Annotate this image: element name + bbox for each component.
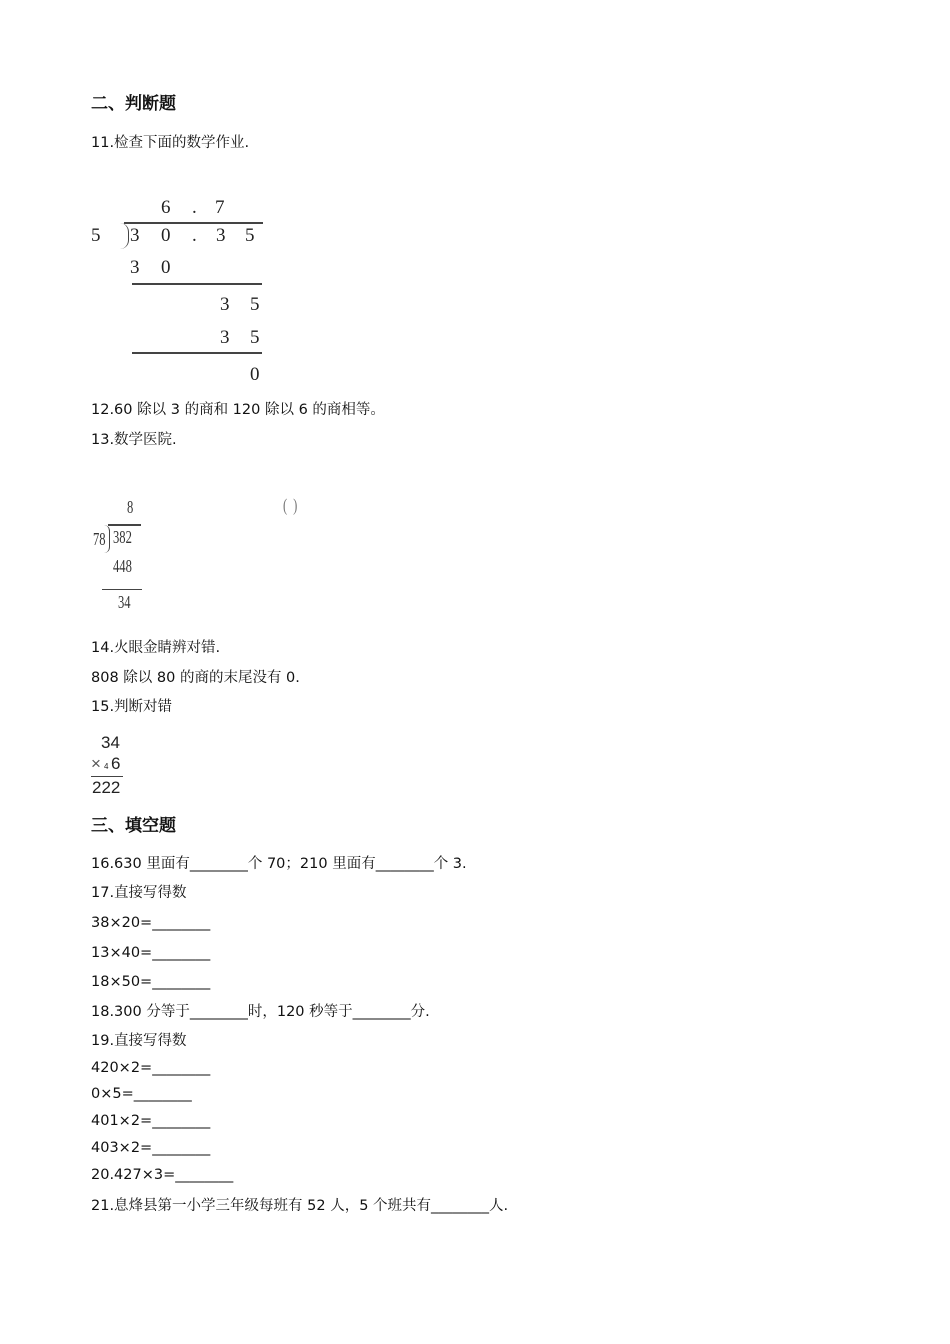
question-19b: 0×5=________ bbox=[91, 1086, 192, 1102]
multiplicand: 34 bbox=[101, 733, 120, 752]
digit: 0 bbox=[161, 225, 171, 246]
question-14-statement: 808 除以 80 的商的末尾没有 0. bbox=[91, 670, 300, 686]
remainder: 34 bbox=[118, 592, 131, 612]
question-18: 18.300 分等于________时，120 秒等于________分. bbox=[91, 1004, 430, 1020]
digit: 3 bbox=[130, 225, 140, 246]
times-sign: × bbox=[91, 754, 101, 773]
question-17b: 13×40=________ bbox=[91, 945, 211, 961]
digit: . bbox=[192, 197, 197, 218]
digit: 0 bbox=[161, 257, 171, 278]
question-11: 11.检查下面的数学作业. bbox=[91, 135, 250, 151]
question-19c: 401×2=________ bbox=[91, 1113, 211, 1129]
digit: 5 bbox=[250, 327, 260, 348]
digit: 3 bbox=[216, 225, 226, 246]
question-17: 17.直接写得数 bbox=[91, 885, 187, 901]
question-15: 15.判断对错 bbox=[91, 699, 173, 715]
question-19: 19.直接写得数 bbox=[91, 1033, 187, 1049]
dividend: 382 bbox=[113, 527, 132, 547]
answer-parentheses: ( ) bbox=[283, 495, 299, 515]
digit: 3 bbox=[130, 257, 140, 278]
question-12: 12.60 除以 3 的商和 120 除以 6 的商相等。 bbox=[91, 402, 385, 418]
question-19a: 420×2=________ bbox=[91, 1060, 211, 1076]
question-16: 16.630 里面有________个 70；210 里面有________个 3. bbox=[91, 856, 467, 872]
digit: 5 bbox=[245, 225, 255, 246]
divisor: 78 bbox=[93, 529, 106, 549]
quotient: 8 bbox=[127, 497, 134, 517]
digit: . bbox=[192, 225, 197, 246]
multiplication-figure-15 bbox=[0, 0, 140, 800]
question-13: 13.数学医院. bbox=[91, 432, 177, 448]
question-17c: 18×50=________ bbox=[91, 974, 211, 990]
product: 222 bbox=[92, 778, 121, 797]
digit: 6 bbox=[161, 197, 171, 218]
remainder: 0 bbox=[250, 364, 260, 385]
question-21: 21.息烽县第一小学三年级每班有 52 人，5 个班共有________人. bbox=[91, 1198, 509, 1214]
rule bbox=[91, 776, 123, 777]
multiplier: 6 bbox=[111, 754, 121, 773]
digit: 5 bbox=[250, 294, 260, 315]
divisor: 5 bbox=[91, 225, 101, 246]
digit: 3 bbox=[220, 294, 230, 315]
carry-digit: 4 bbox=[104, 762, 109, 771]
section-heading-fill-in: 三、填空题 bbox=[91, 816, 176, 836]
question-20: 20.427×3=________ bbox=[91, 1167, 234, 1183]
section-heading-judgement: 二、判断题 bbox=[91, 94, 176, 114]
digit: 7 bbox=[215, 197, 225, 218]
question-17a: 38×20=________ bbox=[91, 915, 211, 931]
question-19d: 403×2=________ bbox=[91, 1140, 211, 1156]
product: 448 bbox=[113, 556, 132, 576]
digit: 3 bbox=[220, 327, 230, 348]
question-14: 14.火眼金睛辨对错. bbox=[91, 640, 221, 656]
